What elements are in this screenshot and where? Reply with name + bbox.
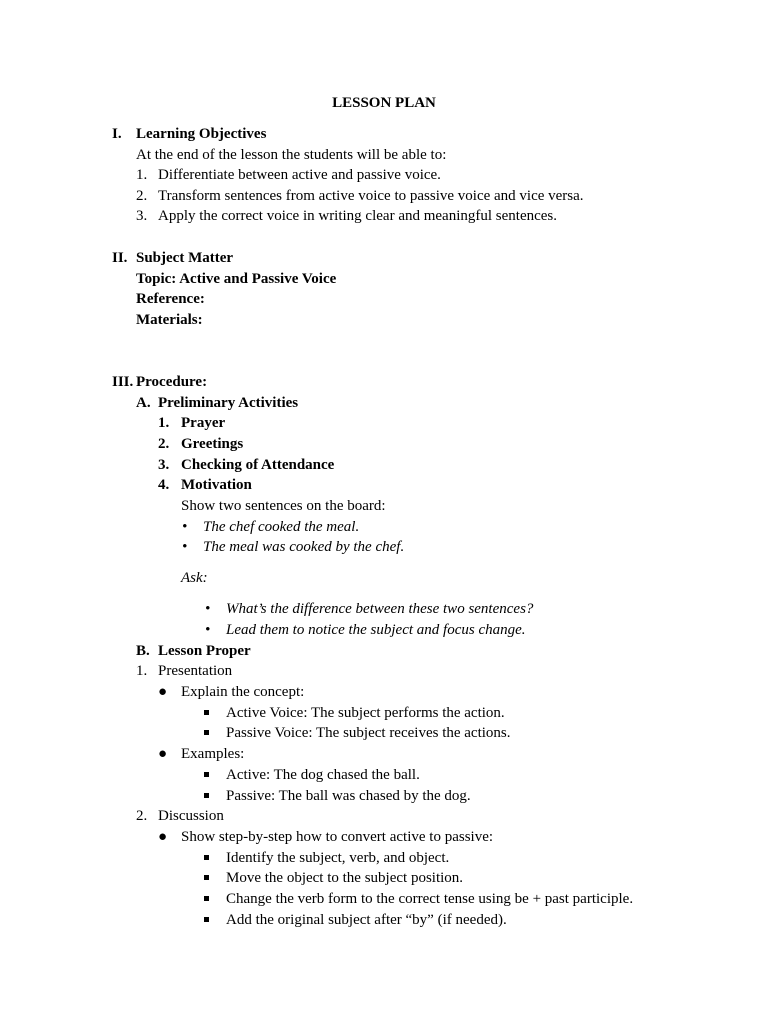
example-sentence: The chef cooked the meal. — [203, 519, 360, 535]
step-intro: Show step-by-step how to convert active to passive: — [181, 829, 494, 845]
part-a-heading: Preliminary Activities — [158, 395, 299, 411]
part-b-heading: Lesson Proper — [158, 643, 251, 659]
section-2-number: II. — [112, 250, 128, 266]
activity-number: 4. — [158, 477, 170, 493]
objective-text: Apply the correct voice in writing clear and meaningful sentences. — [158, 208, 558, 224]
objective-number: 3. — [136, 208, 148, 224]
topic-line: Topic: Active and Passive Voice — [136, 271, 337, 287]
concept-item: Active Voice: The subject performs the action. — [226, 705, 505, 721]
step-item: Move the object to the subject position. — [226, 870, 464, 886]
question-item: What’s the difference between these two sentences? — [226, 601, 534, 617]
objective-text: Differentiate between active and passive voice. — [158, 167, 441, 183]
objective-text: Transform sentences from active voice to passive voice and vice versa. — [158, 188, 584, 204]
explain-label: Explain the concept: — [181, 684, 305, 700]
bullet-icon: ● — [158, 829, 168, 845]
motivation-intro: Show two sentences on the board: — [181, 498, 386, 514]
objective-number: 2. — [136, 188, 148, 204]
objective-number: 1. — [136, 167, 148, 183]
activity-label: Checking of Attendance — [181, 457, 335, 473]
bullet-icon: • — [182, 519, 188, 535]
presentation-label: Presentation — [158, 663, 233, 679]
reference-line: Reference: — [136, 291, 205, 307]
bullet-icon: • — [182, 539, 188, 555]
activity-label: Motivation — [181, 477, 252, 493]
ask-label: Ask: — [181, 570, 208, 586]
section-1-number: I. — [112, 126, 122, 142]
activity-number: 3. — [158, 457, 170, 473]
step-item: Change the verb form to the correct tense using be + past participle. — [226, 891, 634, 907]
objectives-intro: At the end of the lesson the students will be able to: — [136, 147, 447, 163]
presentation-number: 1. — [136, 663, 148, 679]
example-sentence: The meal was cooked by the chef. — [203, 539, 405, 555]
discussion-label: Discussion — [158, 808, 224, 824]
bullet-icon: ● — [158, 684, 168, 700]
part-a-letter: A. — [136, 395, 151, 411]
question-item: Lead them to notice the subject and focus change. — [226, 622, 526, 638]
section-3-heading: Procedure: — [136, 374, 208, 390]
concept-item: Passive Voice: The subject receives the actions. — [226, 725, 511, 741]
examples-label: Examples: — [181, 746, 245, 762]
step-item: Add the original subject after “by” (if needed). — [226, 912, 507, 928]
bullet-icon: ● — [158, 746, 168, 762]
step-item: Identify the subject, verb, and object. — [226, 850, 450, 866]
example-item: Passive: The ball was chased by the dog. — [226, 788, 471, 804]
activity-label: Greetings — [181, 436, 244, 452]
page-title: LESSON PLAN — [332, 95, 436, 111]
section-2-heading: Subject Matter — [136, 250, 234, 266]
discussion-number: 2. — [136, 808, 148, 824]
activity-number: 1. — [158, 415, 170, 431]
example-item: Active: The dog chased the ball. — [226, 767, 420, 783]
bullet-icon: • — [205, 622, 211, 638]
bullet-icon: • — [205, 601, 211, 617]
part-b-letter: B. — [136, 643, 150, 659]
section-1-heading: Learning Objectives — [136, 126, 267, 142]
materials-line: Materials: — [136, 312, 203, 328]
section-3-number: III. — [112, 374, 134, 390]
activity-label: Prayer — [181, 415, 226, 431]
activity-number: 2. — [158, 436, 170, 452]
